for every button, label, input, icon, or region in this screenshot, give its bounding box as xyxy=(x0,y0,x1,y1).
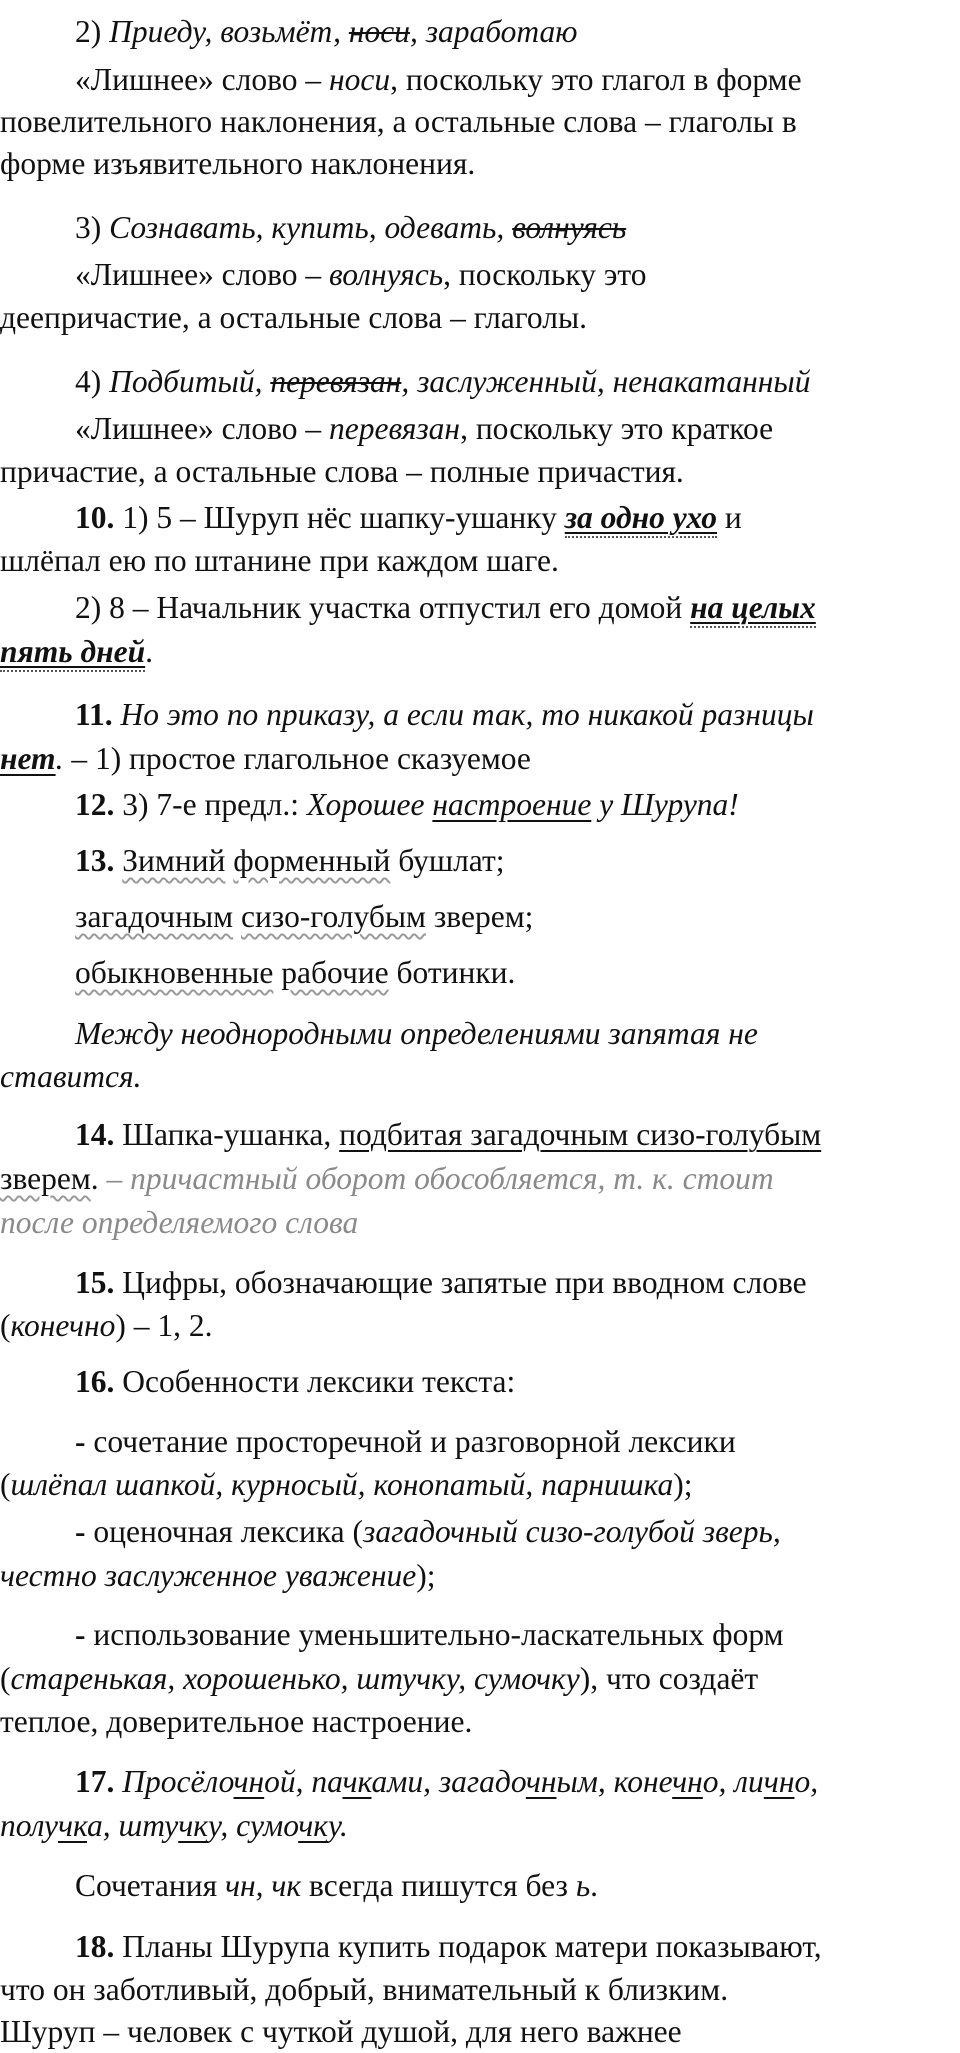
text-segment: чн, чк xyxy=(224,1868,302,1903)
text-line xyxy=(0,1201,960,1244)
text-segment: Приеду, возьмёт, xyxy=(109,14,349,49)
text-segment: 2) 8 – Начальник участка отпустил его домой xyxy=(75,590,691,625)
text-segment: а, шту xyxy=(87,1808,179,1843)
text-segment: носи xyxy=(329,62,391,97)
text-segment: – 1) простое глагольное сказуемое xyxy=(63,741,531,776)
text-segment: 4) xyxy=(75,364,110,399)
text-segment: Планы Шурупа купить подарок матери показывают, xyxy=(114,1929,822,1964)
text-line xyxy=(75,1510,960,1553)
text-line xyxy=(75,1864,960,1907)
text-segment: форме изъявительного наклонения. xyxy=(0,146,476,181)
text-segment: . xyxy=(55,741,64,776)
text-segment: перевязан xyxy=(270,364,402,399)
text-segment: Шуруп – человек с чуткой душой, для него важнее xyxy=(0,2014,682,2049)
text-segment: использование уменьшительно-ласкательных форм xyxy=(85,1617,784,1652)
text-segment: полу xyxy=(0,1808,59,1843)
text-segment: - xyxy=(75,1424,86,1459)
text-segment: 1) 5 – Шуруп нёс шапку-ушанку xyxy=(114,500,565,535)
text-segment: ( xyxy=(0,1467,11,1502)
text-segment: чк xyxy=(342,1764,372,1799)
text-line xyxy=(0,142,960,185)
text-segment: бушлат; xyxy=(390,843,505,878)
text-segment: ой, па xyxy=(264,1764,343,1799)
text-line xyxy=(75,10,960,53)
text-line xyxy=(0,1157,960,1200)
text-segment: - xyxy=(75,1514,86,1549)
text-line xyxy=(75,839,960,882)
text-segment: у. xyxy=(327,1808,348,1843)
text-segment: , заработаю xyxy=(409,14,578,49)
text-line xyxy=(0,1657,960,1700)
text-segment: теплое, доверительное настроение. xyxy=(0,1704,473,1739)
text-segment: загадочный сизо-голубой зверь, xyxy=(363,1514,781,1549)
text-segment: 13. xyxy=(75,843,115,878)
text-line xyxy=(0,737,960,780)
text-line xyxy=(75,783,960,826)
text-segment: Цифры, обозначающие запятые при вводном слове xyxy=(114,1265,807,1300)
text-segment: 2) xyxy=(75,14,110,49)
text-line xyxy=(75,1760,960,1803)
text-segment: за одно ухо xyxy=(565,500,717,538)
text-line xyxy=(75,206,960,249)
text-segment: чк xyxy=(58,1808,88,1843)
text-segment: Просёло xyxy=(122,1764,234,1799)
text-line xyxy=(75,496,960,539)
text-segment: чк xyxy=(178,1808,209,1843)
text-line xyxy=(0,539,960,582)
text-segment: настроение xyxy=(432,787,592,822)
text-line xyxy=(75,951,960,994)
text-segment: ) – 1, 2. xyxy=(115,1308,213,1343)
text-segment: Особенности лексики текста: xyxy=(114,1364,516,1399)
text-segment: Сознавать, купить, одевать, xyxy=(109,210,513,245)
text-segment: ); xyxy=(416,1558,436,1593)
text-segment: загадочным xyxy=(75,899,234,934)
text-segment: после определяемого слова xyxy=(0,1205,359,1240)
text-segment: зверем xyxy=(0,1161,91,1196)
text-segment: - xyxy=(75,1617,86,1652)
text-line xyxy=(75,895,960,938)
text-segment: Зимний xyxy=(122,843,226,878)
text-segment: Хорошее xyxy=(306,787,433,822)
text-segment: 18. xyxy=(75,1929,115,1964)
text-line xyxy=(0,1304,960,1347)
text-line xyxy=(75,58,960,101)
text-segment: зверем; xyxy=(425,899,534,934)
text-segment: у Шурупа! xyxy=(591,787,739,822)
text-segment: 15. xyxy=(75,1265,115,1300)
text-segment: повелительного наклонения, а остальные слова – глаголы в xyxy=(0,104,797,139)
text-segment: подбитая загадочным сизо-голубым xyxy=(339,1117,822,1152)
text-line xyxy=(75,253,960,296)
text-segment: ( xyxy=(0,1661,11,1696)
text-segment: старенькая, хорошенько, штучку, сумочку xyxy=(10,1661,580,1696)
text-segment: причастие, а остальные слова – полные причастия. xyxy=(0,454,684,489)
text-segment: ами, загадо xyxy=(371,1764,526,1799)
text-line xyxy=(0,1968,960,2011)
text-line xyxy=(75,1012,960,1055)
text-line xyxy=(75,1420,960,1463)
text-segment: на целых xyxy=(690,590,816,628)
text-line xyxy=(75,1925,960,1968)
text-segment: , поскольку это глагол в форме xyxy=(390,62,802,97)
text-segment: рабочие xyxy=(281,955,389,990)
text-segment: перевязан xyxy=(329,411,461,446)
text-segment: ); xyxy=(673,1467,693,1502)
text-segment: шлёпал шапкой, курносый, конопатый, парнишка xyxy=(10,1467,674,1502)
text-segment: у, сумо xyxy=(208,1808,299,1843)
text-segment: 3) 7-е предл.: xyxy=(114,787,307,822)
text-segment: . xyxy=(590,1868,599,1903)
text-line xyxy=(75,360,960,403)
text-segment: оценочная лексика ( xyxy=(85,1514,364,1549)
text-segment: сизо-голубым xyxy=(240,899,426,934)
text-line xyxy=(0,2010,960,2053)
text-segment: Сочетания xyxy=(75,1868,225,1903)
text-segment: волнуясь xyxy=(329,257,444,292)
text-segment: – причастный оборот обособляется, т. к. стоит xyxy=(106,1161,774,1196)
text-segment xyxy=(233,899,241,934)
text-segment: чн xyxy=(763,1764,795,1799)
text-segment: ь xyxy=(575,1868,591,1903)
text-segment: всегда пишутся без xyxy=(301,1868,576,1903)
text-segment: . xyxy=(145,634,154,669)
text-segment: , поскольку это краткое xyxy=(460,411,774,446)
text-segment: , поскольку это xyxy=(443,257,647,292)
text-segment: «Лишнее» слово – xyxy=(75,62,330,97)
text-segment: шлёпал ею по штанине при каждом шаге. xyxy=(0,543,559,578)
text-line xyxy=(0,450,960,493)
text-segment: 11. xyxy=(75,697,113,732)
text-segment: и xyxy=(717,500,742,535)
text-segment: о, xyxy=(794,1764,819,1799)
text-segment: форменный xyxy=(233,843,391,878)
text-line xyxy=(75,586,960,629)
text-line xyxy=(0,296,960,339)
text-line xyxy=(75,693,960,736)
text-segment: что он заботливый, добрый, внимательный к близким. xyxy=(0,1972,729,2007)
text-segment: Но это по приказу, а если так, то никакой разницы xyxy=(120,697,814,732)
text-segment: ставится. xyxy=(0,1059,142,1094)
text-segment: 10. xyxy=(75,500,115,535)
text-segment: ым, коне xyxy=(556,1764,673,1799)
text-segment: носи xyxy=(348,14,410,49)
text-segment: 12. xyxy=(75,787,115,822)
text-line xyxy=(0,1554,960,1597)
text-segment: о, ли xyxy=(702,1764,764,1799)
text-segment: Подбитый, xyxy=(109,364,271,399)
text-segment: «Лишнее» слово – xyxy=(75,257,330,292)
text-segment: ( xyxy=(0,1308,11,1343)
text-line xyxy=(0,1463,960,1506)
text-segment: деепричастие, а остальные слова – глаголы. xyxy=(0,300,587,335)
text-segment: чк xyxy=(298,1808,328,1843)
text-segment xyxy=(113,697,121,732)
text-segment: Шапка-ушанка, xyxy=(114,1117,340,1152)
text-line xyxy=(75,1360,960,1403)
text-segment: пять дней xyxy=(0,634,145,672)
text-segment: ), что создаёт xyxy=(579,1661,759,1696)
text-segment: нет xyxy=(0,741,56,776)
text-segment: конечно xyxy=(10,1308,116,1343)
text-line xyxy=(75,1261,960,1304)
text-line xyxy=(0,1804,960,1847)
text-segment: обыкновенные xyxy=(75,955,274,990)
text-line xyxy=(75,1613,960,1656)
text-segment: 17. xyxy=(75,1764,115,1799)
text-segment: чн xyxy=(233,1764,265,1799)
text-segment: 16. xyxy=(75,1364,115,1399)
text-line xyxy=(0,1700,960,1743)
text-line xyxy=(75,407,960,450)
text-segment: Между неоднородными определениями запятая не xyxy=(75,1016,758,1051)
text-line xyxy=(75,1113,960,1156)
text-segment: «Лишнее» слово – xyxy=(75,411,330,446)
text-line xyxy=(0,1055,960,1098)
text-segment: сочетание просторечной и разговорной лексики xyxy=(85,1424,736,1459)
text-segment: , заслуженный, ненакатанный xyxy=(401,364,811,399)
text-segment: . xyxy=(90,1161,107,1196)
text-segment: чн xyxy=(672,1764,703,1799)
text-segment: честно заслуженное уважение xyxy=(0,1558,417,1593)
text-segment: 14. xyxy=(75,1117,115,1152)
text-segment: ботинки. xyxy=(388,955,516,990)
text-segment: чн xyxy=(525,1764,557,1799)
text-segment: волнуясь xyxy=(512,210,627,245)
text-segment: 3) xyxy=(75,210,110,245)
text-line xyxy=(0,100,960,143)
text-line xyxy=(0,630,960,673)
